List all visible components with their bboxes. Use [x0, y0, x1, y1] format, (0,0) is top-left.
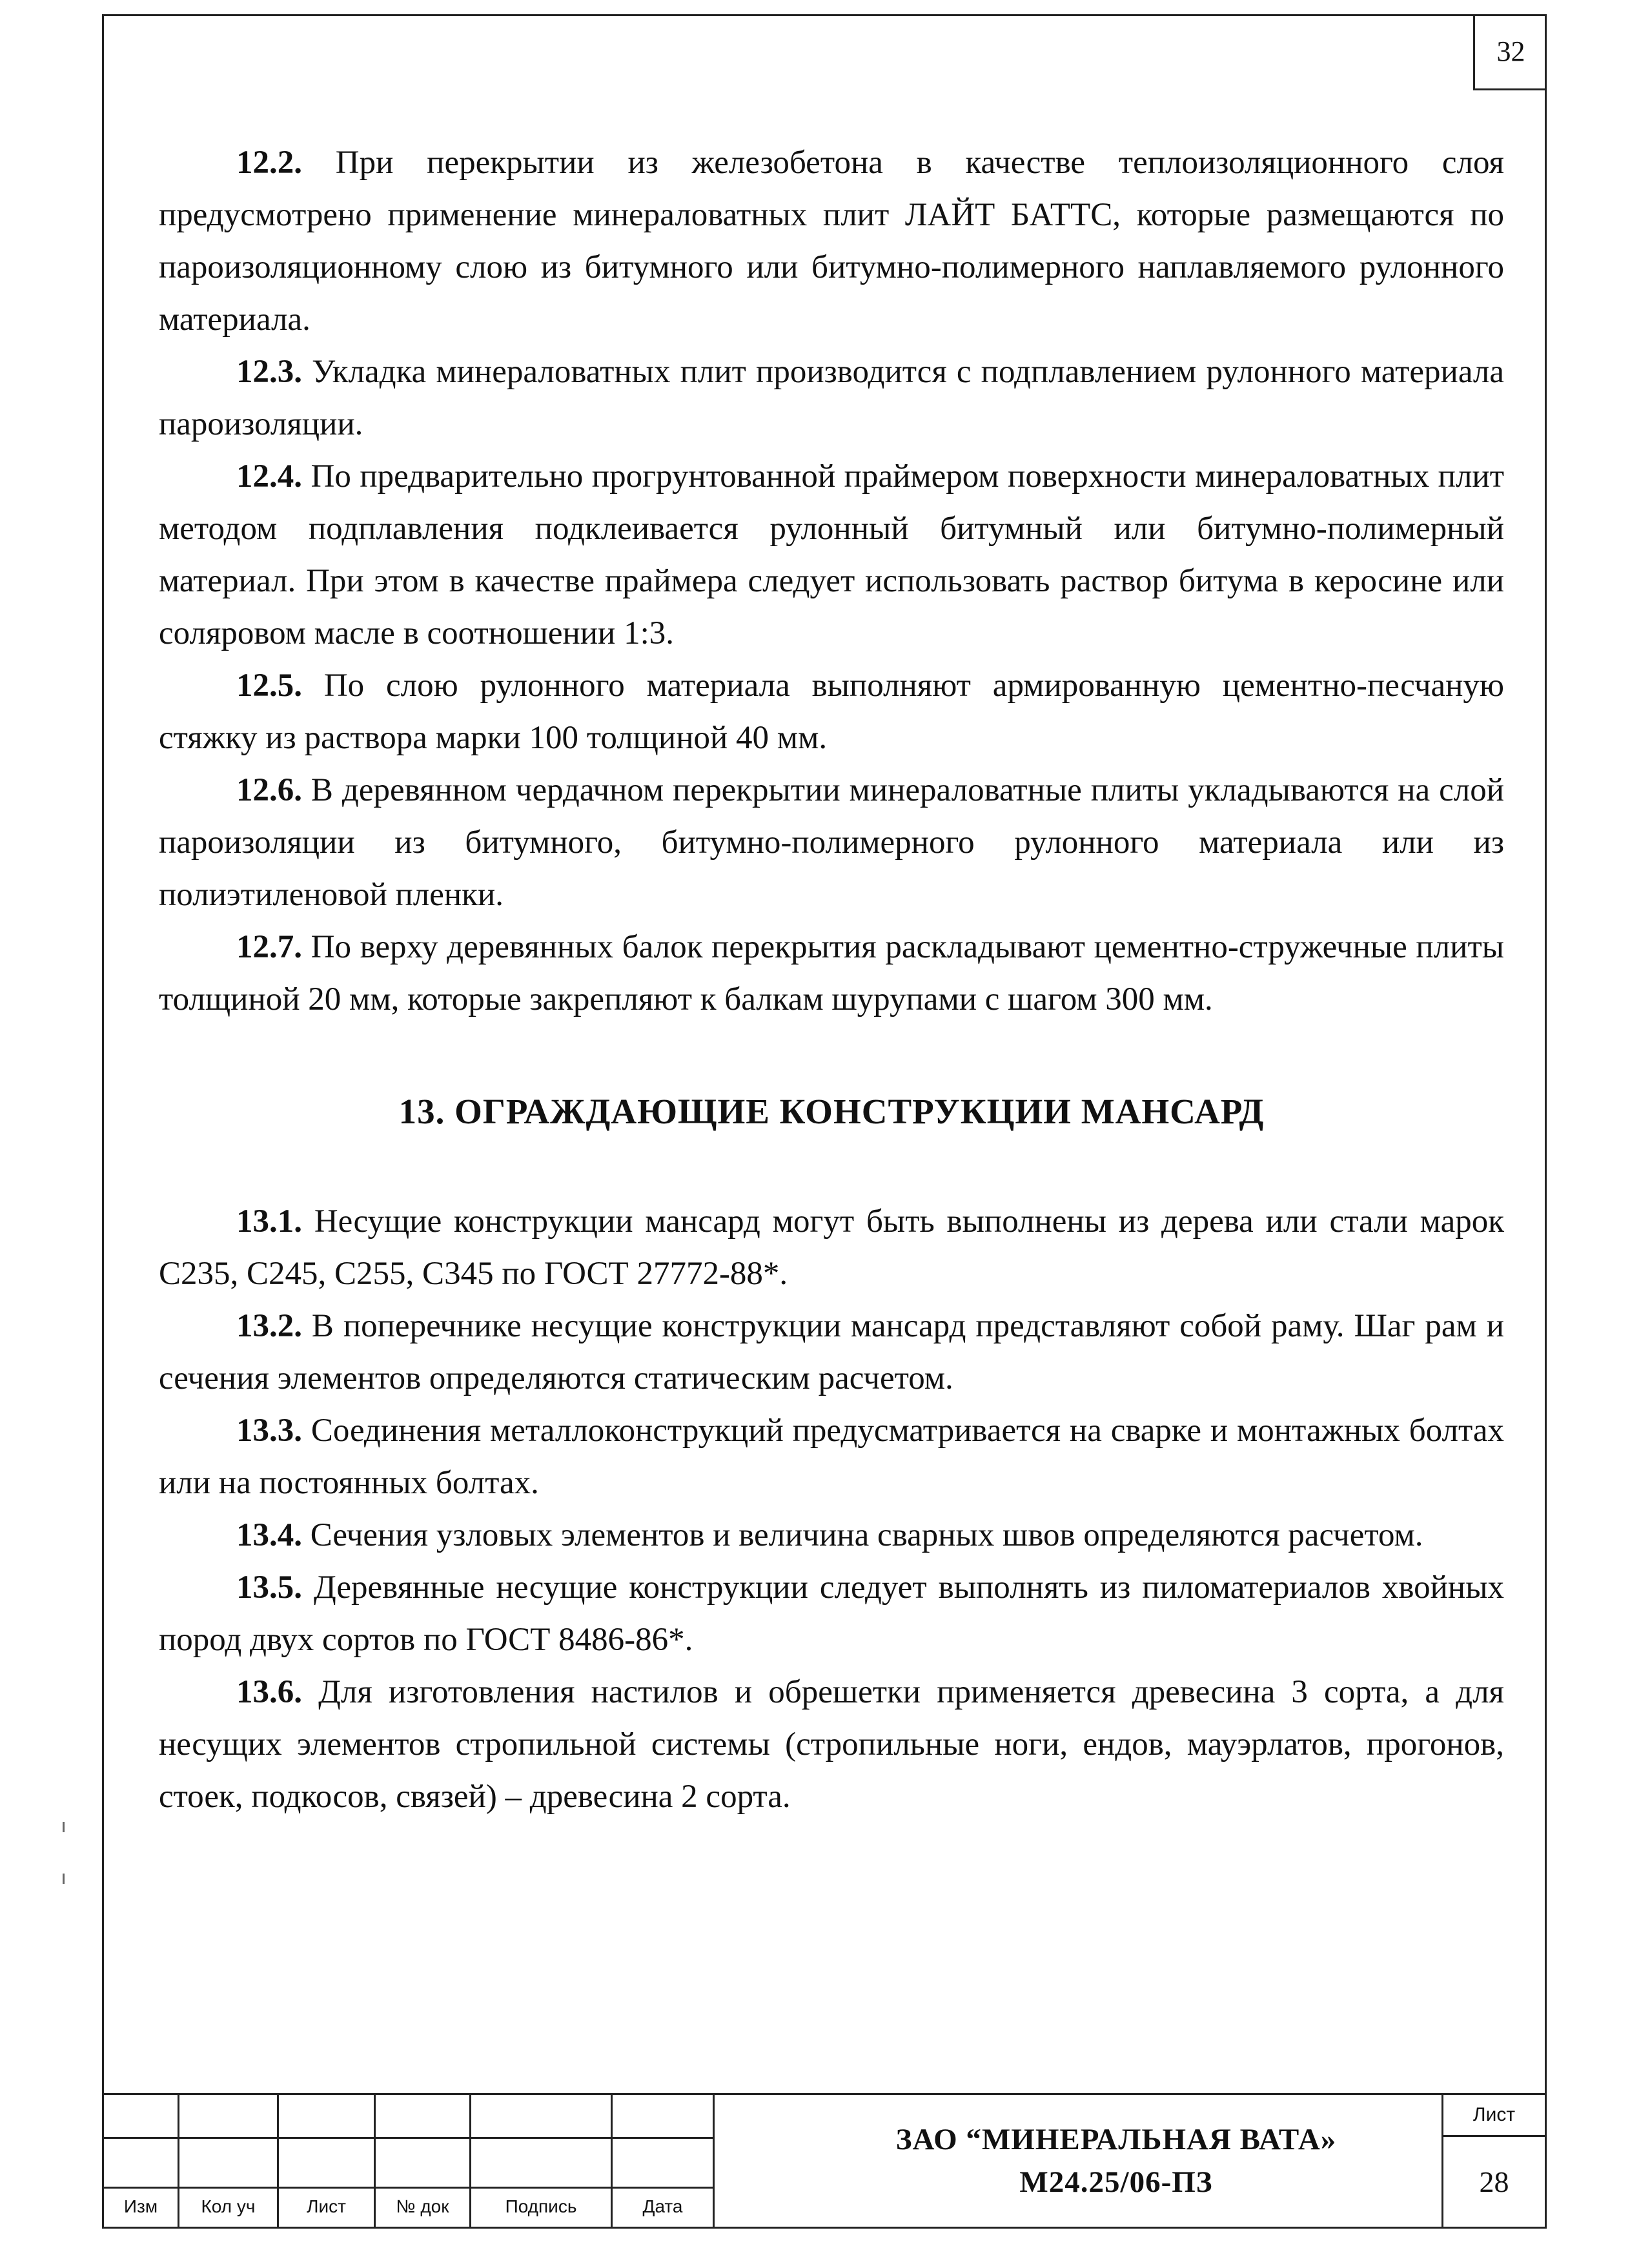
paragraph-13-4: 13.4. Сечения узловых элементов и величина сварных швов определяются расчетом.: [236, 1517, 1423, 1553]
paragraph-12-5: 12.5. По слою рулонного материала выполняют армированную цементно-песчаную стяжку из раствора марки 100 толщиной 40 мм.: [159, 668, 1504, 756]
title-block-center: [715, 2095, 1518, 2227]
paragraph-12-6: 12.6. В деревянном чердачном перекрытии минераловатные плиты укладываются на слой пароизоляции из битумного, битумно-полимерного рулонного материала или из полиэтиленовой пленки.: [159, 772, 1504, 913]
scan-mark: [63, 1874, 65, 1884]
paragraph-13-3: 13.3. Соединения металлоконструкций предусматривается на сварке и монтажных болтах или на постоянных болтах.: [159, 1413, 1504, 1501]
column-list: Лист: [307, 2196, 346, 2216]
paragraph-13-6: 13.6. Для изготовления настилов и обрешетки применяется древесина 3 сорта, а для несущих элементов стропильной системы (стропильные ноги, ендов, мауэрлатов, прогонов, стоек, подкосов, связей) – древесина 2 сорта.: [159, 1674, 1504, 1815]
paragraph-12-7: 12.7. По верху деревянных балок перекрытия раскладывают цементно-стружечные плиты толщиной 20 мм, которые закрепляют к балкам шурупами с шагом 300 мм.: [159, 929, 1504, 1017]
section-title: 13. ОГРАЖДАЮЩИЕ КОНСТРУКЦИИ МАНСАРД: [398, 1092, 1265, 1131]
sheet-label: Лист: [1443, 2095, 1545, 2137]
column-izm: Изм: [123, 2196, 158, 2216]
paragraph-12-4: 12.4. По предварительно прогрунтованной праймером поверхности минераловатных плит методом подплавления подклеивается рулонный битумный или битумно-полимерный материал. При этом в качестве праймера следует использовать раствор битума в керосине или соляровом масле в соотношении 1:3.: [159, 458, 1504, 651]
paragraph-13-2: 13.2. В поперечнике несущие конструкции мансард представляют собой раму. Шаг рам и сечения элементов определяются статическим расчетом.: [159, 1308, 1504, 1396]
column-kol-uch: Кол уч: [201, 2196, 256, 2216]
sheet-number: 28: [1479, 2165, 1509, 2198]
paragraph-13-5: 13.5. Деревянные несущие конструкции следует выполнять из пиломатериалов хвойных пород двух сортов по ГОСТ 8486-86*.: [159, 1569, 1504, 1658]
paragraph-12-2: 12.2. При перекрытии из железобетона в качестве теплоизоляционного слоя предусмотрено применение минераловатных плит ЛАЙТ БАТТС, которые размещаются по пароизоляционному слою из битумного или битумно-полимерного наплавляемого рулонного материала.: [159, 145, 1504, 338]
scan-mark: [63, 1822, 65, 1832]
revision-table: [104, 2095, 715, 2227]
paragraph-13-1: 13.1. Несущие конструкции мансард могут быть выполнены из дерева или стали марок С235, С245, С255, С345 по ГОСТ 27772-88*.: [159, 1203, 1504, 1292]
title-block: [102, 2093, 1547, 2229]
company-name: ЗАО “МИНЕРАЛЬНАЯ ВАТА»: [895, 2123, 1337, 2156]
document-code: М24.25/06-ПЗ: [1019, 2165, 1213, 2199]
column-date: Дата: [642, 2196, 683, 2216]
column-doc-num: № док: [396, 2196, 449, 2216]
column-signature: Подпись: [505, 2196, 577, 2216]
paragraph-12-3: 12.3. Укладка минераловатных плит производится с подплавлением рулонного материала пароизоляции.: [159, 354, 1504, 442]
sheet-cell: [1441, 2095, 1545, 2227]
document-body: [159, 137, 1504, 1823]
page-number: 32: [1473, 14, 1547, 90]
